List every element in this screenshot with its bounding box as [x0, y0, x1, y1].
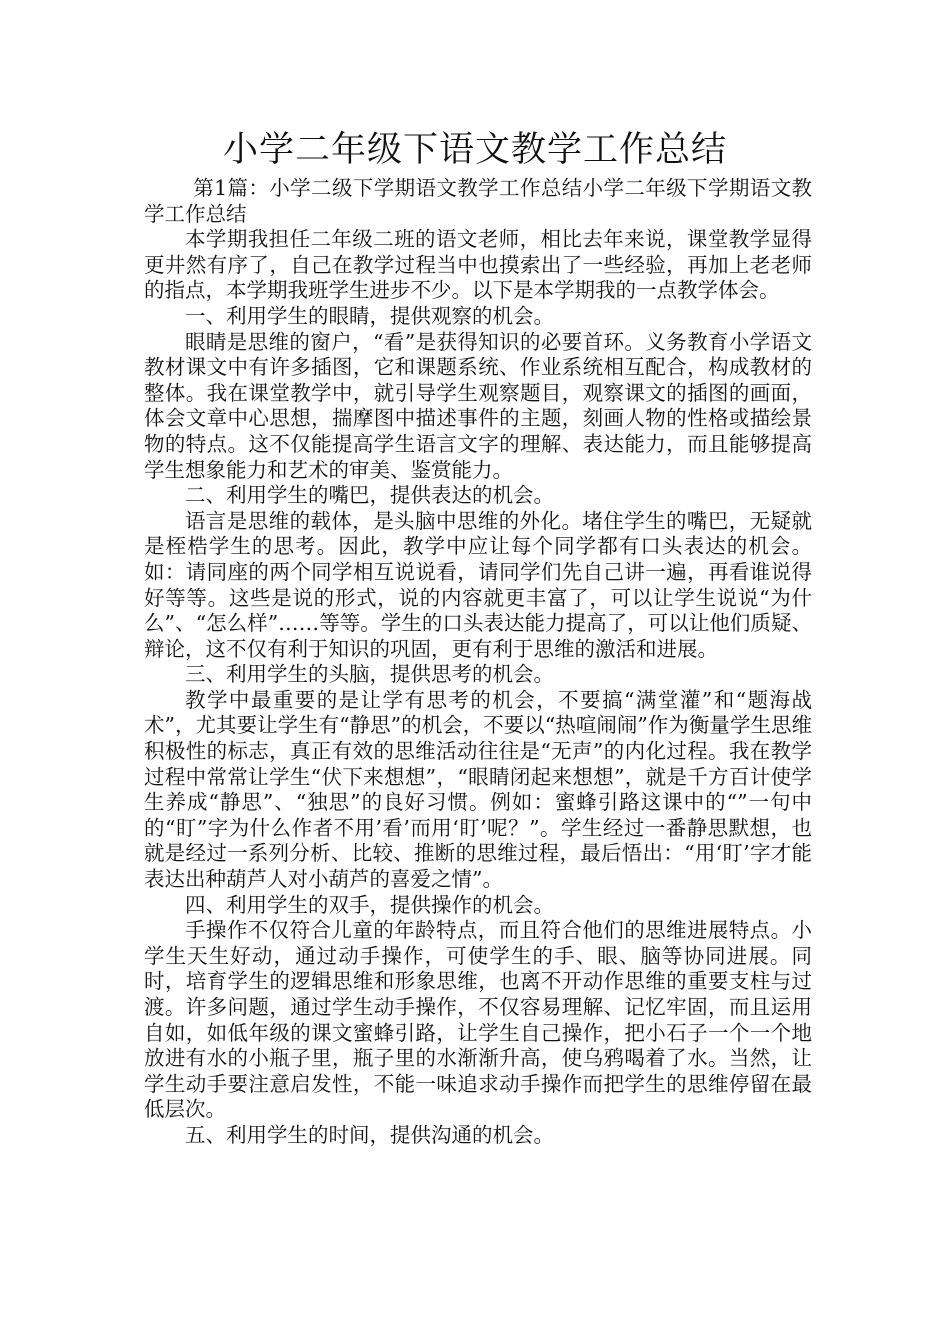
document-body [144, 176, 812, 1149]
document-title: 小学二年级下语文教学工作总结 [222, 130, 727, 170]
paragraph: 本学期我担任二年级二班的语文老师，相比去年来说，课堂教学显得更井然有序了，自己在教学过程当中也摸索出了一些经验，再加上老老师的指点，本学期我班学生进步不少。以下是本学期我的一点教学体会。 [144, 227, 812, 303]
section-heading: 一、利用学生的眼睛，提供观察的机会。 [185, 303, 554, 328]
paragraph: 语言是思维的载体，是头脑中思维的外化。堵住学生的嘴巴，无疑就是桎梏学生的思考。因此，教学中应让每个同学都有口头表达的机会。如：请同座的两个同学相互说说看，请同学们先自己讲一遍，再看谁说得好等等。这些是说的形式，说的内容就更丰富了，可以让学生说说“为什么”、“怎么样”……等等。学生的口头表达能力提高了，可以让他们质疑、辩论，这不仅有利于知识的巩固，更有利于思维的激活和进展。 [144, 508, 812, 661]
paragraph: 眼睛是思维的窗户，“看”是获得知识的必要首环。义务教育小学语文教材课文中有许多插图，它和课题系统、作业系统相互配合，构成教材的整体。我在课堂教学中，就引导学生观察题目，观察课文的插图的画面，体会文章中心思想，揣摩图中描述事件的主题，刻画人物的性格或描绘景物的特点。这不仅能提高学生语言文字的理解、表达能力，而且能够提高学生想象能力和艺术的审美、鉴赏能力。 [144, 329, 812, 482]
paragraph-intro-heading: 第1篇：小学二级下学期语文教学工作总结小学二年级下学期语文教学工作总结 [144, 176, 812, 226]
section-heading: 三、利用学生的头脑，提供思考的机会。 [185, 662, 554, 687]
paragraph: 教学中最重要的是让学有思考的机会，不要搞“满堂灌”和“题海战术”，尤其要让学生有“静思”的机会，不要以“热喧闹闹”作为衡量学生思维积极性的标志，真正有效的思维活动往往是“无声”的内化过程。我在教学过程中常常让学生“伏下来想想”，“眼睛闭起来想想”，就是千方百计使学生养成“静思”、“独思”的良好习惯。例如：蜜蜂引路这课中的“”一句中的“盯”字为什么作者不用’看’而用‘盯’呢？”。学生经过一番静思默想，也就是经过一系列分析、比较、推断的思维过程，最后悟出：“用‘盯’字才能表达出种葫芦人对小葫芦的喜爱之情”。 [144, 687, 812, 892]
paragraph: 手操作不仅符合儿童的年龄特点，而且符合他们的思维进展特点。小学生天生好动，通过动手操作，可使学生的手、眼、脑等协同进展。同时，培育学生的逻辑思维和形象思维，也离不开动作思维的重要支柱与过渡。许多问题，通过学生动手操作，不仅容易理解、记忆牢固，而且运用自如，如低年级的课文蜜蜂引路，让学生自己操作，把小石子一个一个地放进有水的小瓶子里，瓶子里的水渐渐升高，使乌鸦喝着了水。当然，让学生动手要注意启发性，不能一味追求动手操作而把学生的思维停留在最低层次。 [144, 918, 812, 1122]
section-heading: 二、利用学生的嘴巴，提供表达的机会。 [185, 483, 554, 508]
section-heading: 四、利用学生的双手，提供操作的机会。 [185, 892, 554, 917]
section-heading: 五、利用学生的时间，提供沟通的机会。 [185, 1122, 554, 1147]
